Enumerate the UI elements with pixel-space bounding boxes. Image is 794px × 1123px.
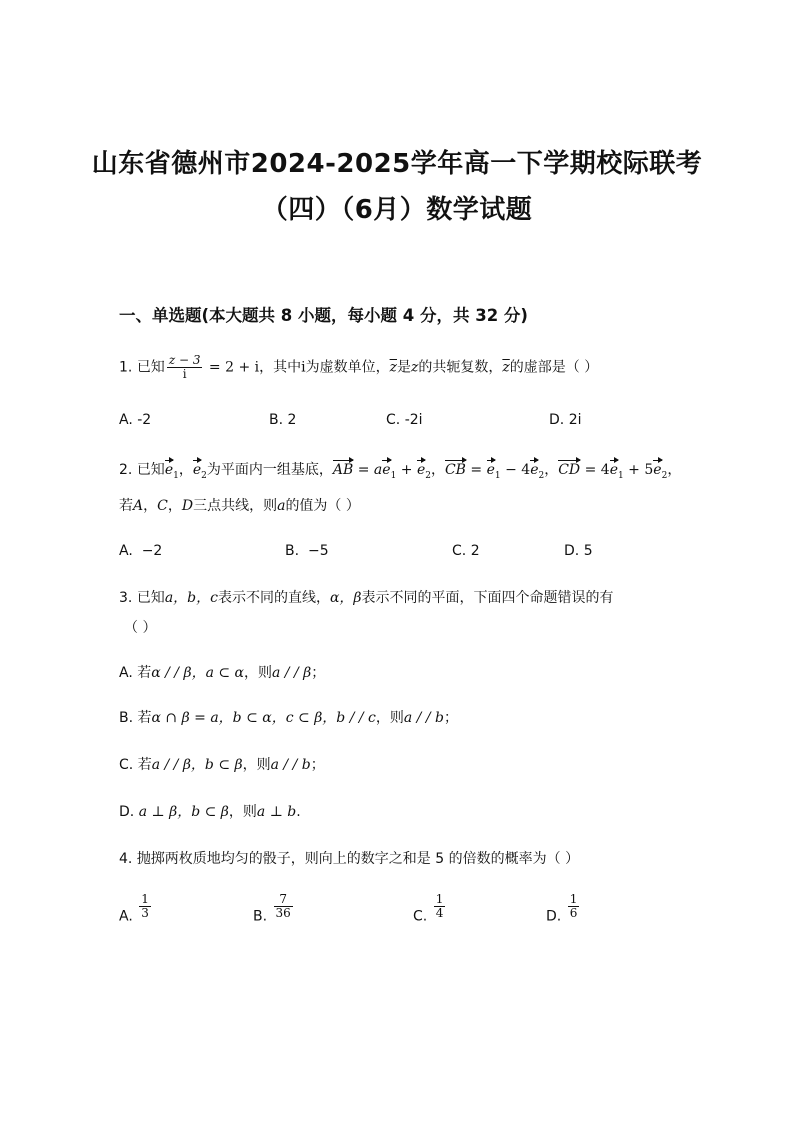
q3-option-a[interactable]: A. 若α / / β，a ⊂ α，则a / / β； [119, 665, 326, 681]
question-number: 1. [119, 359, 133, 376]
q1-option-d[interactable]: D. 2i [549, 412, 582, 428]
q3-option-c[interactable]: C. 若a / / β，b ⊂ β，则a / / b； [119, 757, 325, 773]
q2-option-b[interactable]: B. −5 [285, 543, 329, 559]
vector-cd: CD [558, 462, 581, 478]
q4-option-a[interactable]: A. $\frac{1}{3}$ [119, 892, 149, 925]
question-2-line-2: 若A，C，D三点共线，则a的值为（ ） [119, 498, 360, 514]
q2-option-d[interactable]: D. 5 [564, 543, 593, 559]
section-heading: 一、单选题(本大题共 8 小题，每小题 4 分，共 32 分) [119, 306, 528, 325]
q4-option-b[interactable]: B. $\frac{7}{36}$ [253, 892, 291, 925]
q4-option-c[interactable]: C. $\frac{1}{4}$ [413, 892, 444, 925]
fraction: $\frac{z - 3}{i}$ [168, 353, 201, 381]
exam-title-line-2: （四）（6月）数学试题 [261, 195, 533, 225]
q4-option-d[interactable]: D. $\frac{1}{6}$ [546, 892, 578, 925]
q1-option-b[interactable]: B. 2 [269, 412, 297, 428]
question-4: 4. 抛掷两枚质地均匀的骰子，则向上的数字之和是 5 的倍数的概率为（ ） [119, 851, 580, 867]
q1-option-a[interactable]: A. -2 [119, 412, 152, 428]
question-3-line-2: （ ） [124, 620, 157, 636]
vector-cb: CB [444, 462, 466, 478]
q3-option-d[interactable]: D. a ⊥ β，b ⊂ β，则a ⊥ b. [119, 804, 301, 820]
question-1: 1. 已知 $\frac{z - 3}{i}$ = 2 + i，其中i为虚数单位，$\overline{z}$是z的共轭复数，$\overline{z}$的虚部是（ ） [119, 353, 599, 381]
q3-option-b[interactable]: B. 若α ∩ β = a，b ⊂ α，c ⊂ β，b / / c，则a / / b； [119, 710, 458, 726]
question-3: 3. 已知a，b，c表示不同的直线，α，β表示不同的平面，下面四个命题错误的有 [119, 590, 614, 606]
vector-ab: AB [332, 462, 354, 478]
vector-e2: e [192, 462, 202, 478]
question-2: 2. 已知$e_1$，$e_2$为平面内一组基底，AB = $ae_1 + e_2$，CB = $e_1 - 4e_2$，CD = $4e_1 + 5e_2$， [119, 462, 682, 481]
q1-option-c[interactable]: C. -2i [386, 412, 423, 428]
q2-option-c[interactable]: C. 2 [452, 543, 480, 559]
q2-option-a[interactable]: A. −2 [119, 543, 163, 559]
vector-e1: e [164, 462, 174, 478]
exam-title-line-1: 山东省德州市2024-2025学年高一下学期校际联考 [91, 149, 703, 179]
